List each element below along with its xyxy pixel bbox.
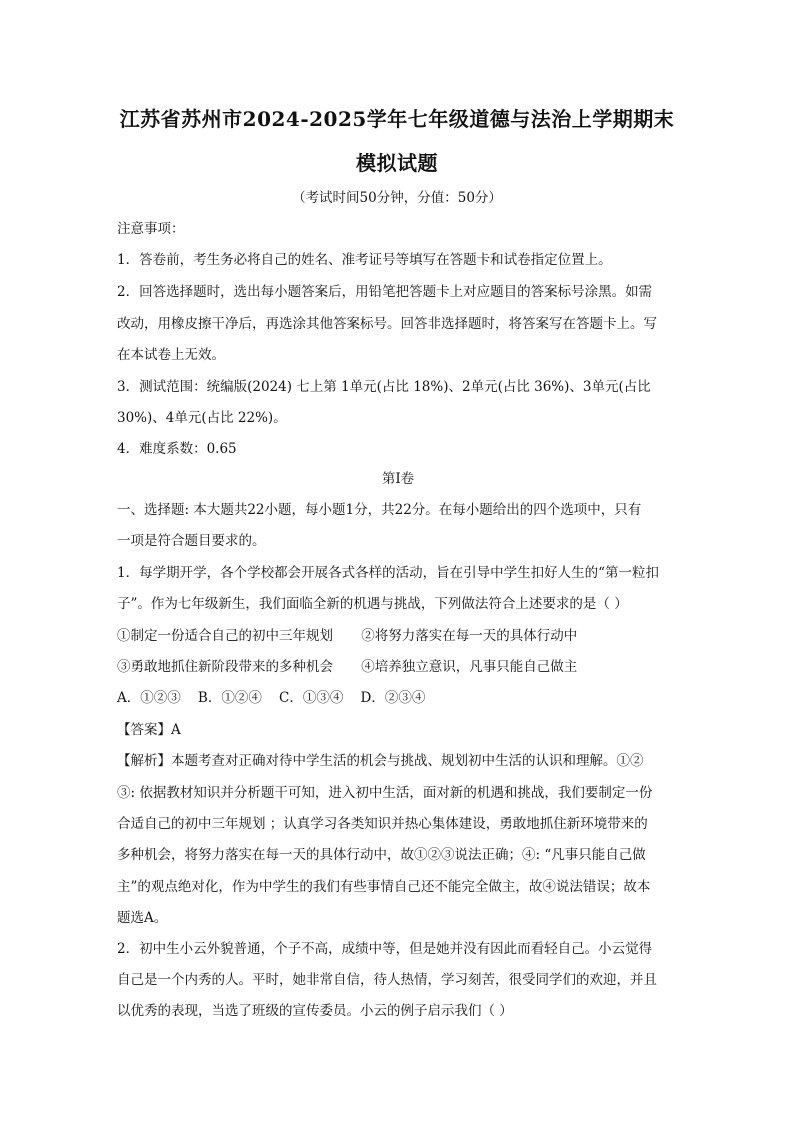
q1-analysis-line6: 题选A。 [117,910,168,926]
q1-item-2: ②将努力落实在每一天的具体行动中 [361,628,578,644]
q2-stem-line3: 以优秀的表现，当选了班级的宣传委员。小云的例子启示我们（ ） [117,1003,513,1019]
note-item-3-line1: 3．测试范围：统编版(2024) 七上第 1单元(占比 18%)、2单元(占比 36%)、3单元(占比 [117,379,651,395]
q1-analysis-line1: 【解析】本题考查对正确对待中学生活的机会与挑战、规划初中生活的认识和理解。①② [117,753,644,769]
note-item-1: 1．答卷前，考生务必将自己的姓名、准考证号等填写在答题卡和试卷指定位置上。 [117,252,612,268]
q1-item-3: ③勇敢地抓住新阶段带来的多种机会 [117,659,333,675]
q1-items-row2 [117,655,679,675]
q1-item-1: ①制定一份适合自己的初中三年规划 [117,628,333,644]
note-item-2-line2: 改动，用橡皮擦干净后，再选涂其他答案标号。回答非选择题时，将答案写在答题卡上。写 [117,316,657,332]
part1-instruction-line2: 一项是符合题目要求的。 [117,533,266,549]
q1-answer: 【答案】A [117,722,181,738]
q2-stem-line1: 2．初中生小云外貌普通，个子不高，成绩中等，但是她并没有因此而看轻自己。小云觉得 [117,941,653,957]
notes-heading: 注意事项： [117,221,185,237]
exam-title-line2: 模拟试题 [356,151,438,175]
note-item-2-line1: 2．回答选择题时，选出每小题答案后，用铅笔把答题卡上对应题目的答案标号涂黑。如需 [117,284,653,300]
q1-choices: A．①②③ B．①②④ C．①③④ D．②③④ [117,690,426,706]
exam-title-line1: 江苏省苏州市2024-2025学年七年级道德与法治上学期期末 [119,107,675,131]
q1-analysis-line2: ③: 依据教材知识并分析题干可知，进入初中生活，面对新的机遇和挑战，我们要制定一份 [117,785,653,801]
note-item-3-line2: 30%)、4单元(占比 22%)。 [117,410,287,426]
exam-time-score: （考试时间50分钟，分值：50分） [292,190,502,206]
q1-stem-line1: 1．每学期开学，各个学校都会开展各式各样的活动，旨在引导中学生扣好人生的“第一粒扣 [117,565,659,581]
q1-items-row1 [117,624,679,644]
note-item-2-line3: 在本试卷上无效。 [117,347,225,363]
volume-heading: 第Ⅰ卷 [381,471,415,487]
q1-analysis-line4: 多种机会，将努力落实在每一天的具体行动中，故①②③说法正确；④: “凡事只能自己做 [117,847,646,863]
q2-stem-line2: 自己是一个内秀的人。平时，她非常自信，待人热情，学习刻苦，很受同学们的欢迎，并且 [117,972,657,988]
note-item-4: 4．难度系数：0.65 [117,441,237,457]
q1-stem-line2: 子”。作为七年级新生，我们面临全新的机遇与挑战，下列做法符合上述要求的是（ ） [117,596,628,612]
q1-analysis-line3: 合适自己的初中三年规划 ；认真学习各类知识并热心集体建设，勇敢地抓住新环境带来的 [117,816,648,832]
part1-instruction-line1: 一、选择题: 本大题共22小题，每小题1分，共22分。在每小题给出的四个选项中，只有 [117,502,642,518]
q1-analysis-line5: 主”的观点绝对化，作为中学生的我们有些事情自己还不能完全做主，故④说法错误；故本 [117,879,651,895]
q1-item-4: ④培养独立意识，凡事只能自己做主 [361,659,578,675]
